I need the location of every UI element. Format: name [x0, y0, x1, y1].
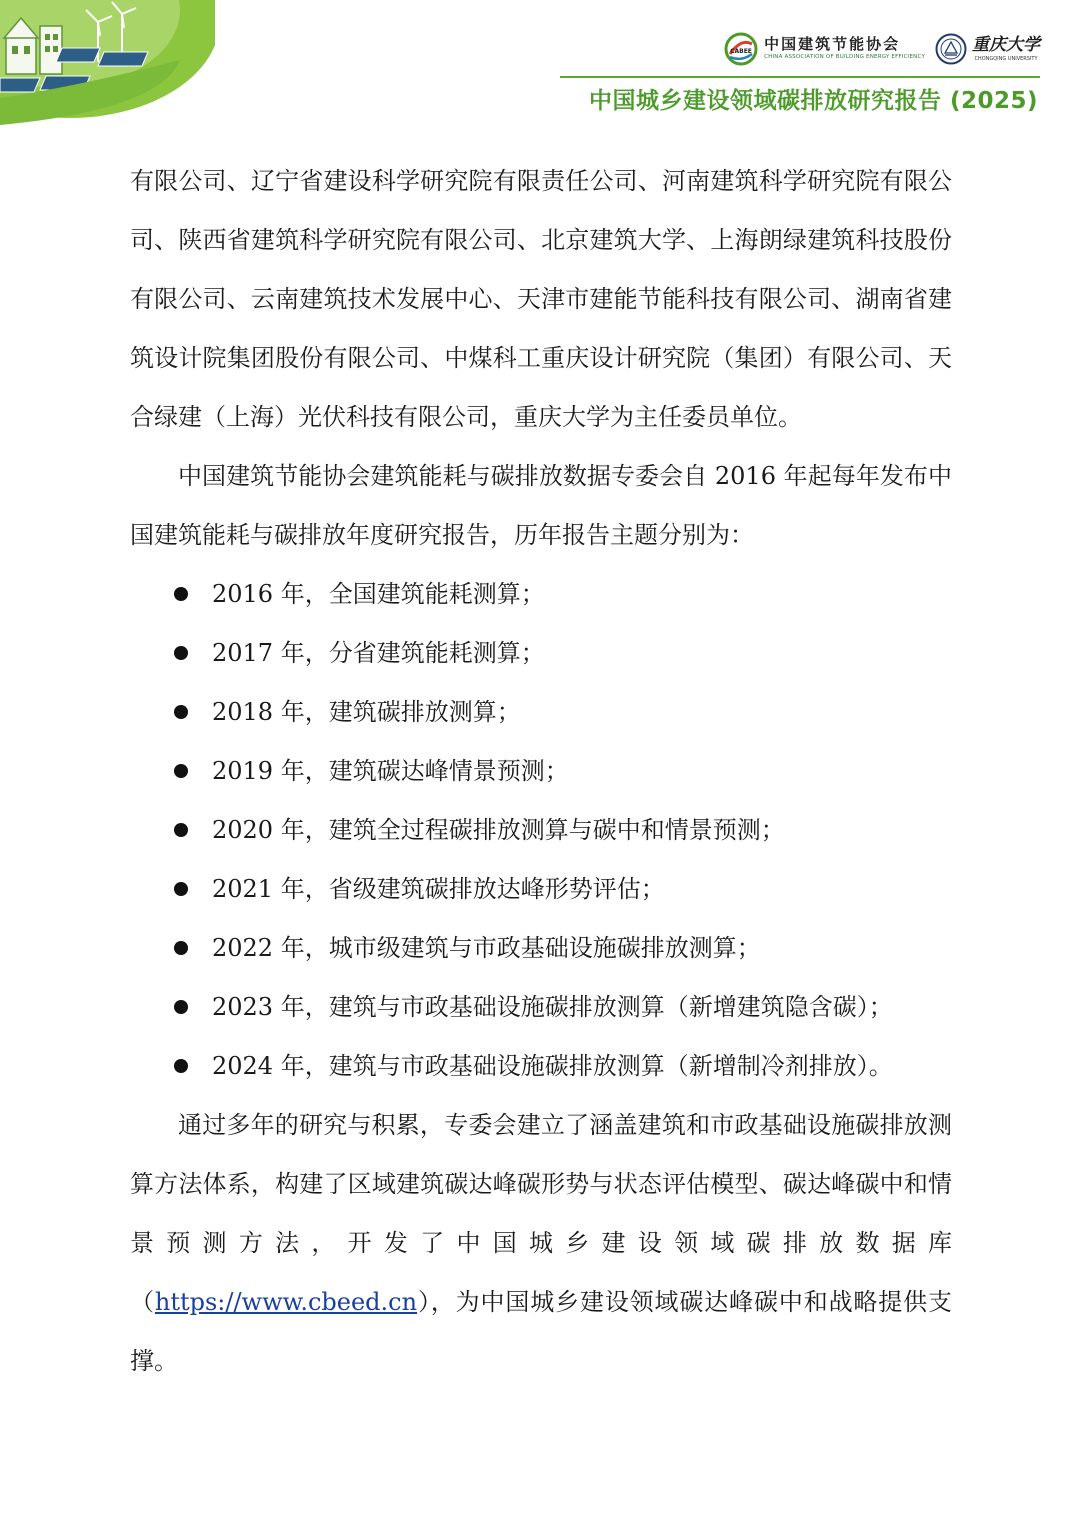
bullet-icon [174, 1000, 188, 1014]
list-item-text: 2023 年，建筑与市政基础设施碳排放测算（新增建筑隐含碳）； [212, 993, 893, 1021]
bullet-icon [174, 823, 188, 837]
cabee-abbr: CABEE [730, 48, 752, 55]
paragraph-intro: 中国建筑节能协会建筑能耗与碳排放数据专委会自 2016 年起每年发布中国建筑能耗与碳排放年度研究报告，历年报告主题分别为： [130, 462, 952, 549]
cbeed-database-link[interactable]: https://www.cbeed.cn [154, 1288, 418, 1316]
list-item [130, 978, 952, 1037]
list-item [130, 624, 952, 683]
list-item [130, 742, 952, 801]
bullet-icon [174, 587, 188, 601]
list-item-text: 2024 年，建筑与市政基础设施碳排放测算（新增制冷剂排放）。 [212, 1052, 893, 1080]
summary-text-end: ），为中国城乡建设领域碳达峰碳中和战略提供支撑。 [130, 1288, 953, 1375]
university-name-cn: 重庆大学 [972, 34, 1040, 55]
cabee-name-cn: 中国建筑节能协会 [764, 35, 901, 54]
cabee-name-en: CHINA ASSOCIATION OF BUILDING ENERGY EFFICIENCY [764, 54, 925, 61]
list-item [130, 860, 952, 919]
cabee-emblem-icon [724, 32, 758, 66]
list-item [130, 1037, 952, 1096]
bullet-icon [174, 764, 188, 778]
list-item [130, 801, 952, 860]
report-title: 中国城乡建设领域碳排放研究报告 (2025) [588, 88, 1038, 114]
header-divider [560, 76, 1040, 78]
corner-illustration [0, 0, 215, 125]
bullet-icon [174, 1059, 188, 1073]
bullet-icon [174, 705, 188, 719]
list-item-text: 2016 年，全国建筑能耗测算； [212, 580, 545, 608]
university-name-en: CHONGQING UNIVERSITY [974, 55, 1038, 62]
bullet-icon [174, 941, 188, 955]
page-content [130, 152, 952, 1391]
list-item-text: 2022 年，城市级建筑与市政基础设施碳排放测算； [212, 934, 761, 962]
list-item-text: 2020 年，建筑全过程碳排放测算与碳中和情景预测； [212, 816, 785, 844]
list-item [130, 683, 952, 742]
header-logos [724, 32, 1040, 66]
cabee-logo [724, 32, 925, 66]
paragraph-members: 有限公司、辽宁省建设科学研究院有限责任公司、河南建筑科学研究院有限公司、陕西省建筑科学研究院有限公司、北京建筑大学、上海朗绿建筑科技股份有限公司、云南建筑技术发展中心、天津市建能节能科技有限公司、湖南省建筑设计院集团股份有限公司、中煤科工重庆设计研究院（集团）有限公司、天合绿建（上海）光伏科技有限公司，重庆大学为主任委员单位。 [130, 167, 952, 431]
summary-text-start: 通过多年的研究与积累，专委会建立了涵盖建筑和市政基础设施碳排放测算方法体系，构建了区域建筑碳达峰碳形势与状态评估模型、碳达峰碳中和情景预测方法，开发了中国城乡建设领域碳排放数据库（ [130, 1111, 952, 1316]
list-item-text: 2017 年，分省建筑能耗测算； [212, 639, 545, 667]
list-item [130, 919, 952, 978]
list-item-text: 2019 年，建筑碳达峰情景预测； [212, 757, 569, 785]
paragraph-summary [130, 1096, 952, 1391]
chongqing-university-logo [935, 33, 1040, 65]
bullet-icon [174, 646, 188, 660]
list-item-text: 2018 年，建筑碳排放测算； [212, 698, 521, 726]
bullet-icon [174, 882, 188, 896]
university-seal-icon [935, 33, 967, 65]
report-topics-list [130, 565, 952, 1096]
list-item [130, 565, 952, 624]
list-item-text: 2021 年，省级建筑碳排放达峰形势评估； [212, 875, 665, 903]
